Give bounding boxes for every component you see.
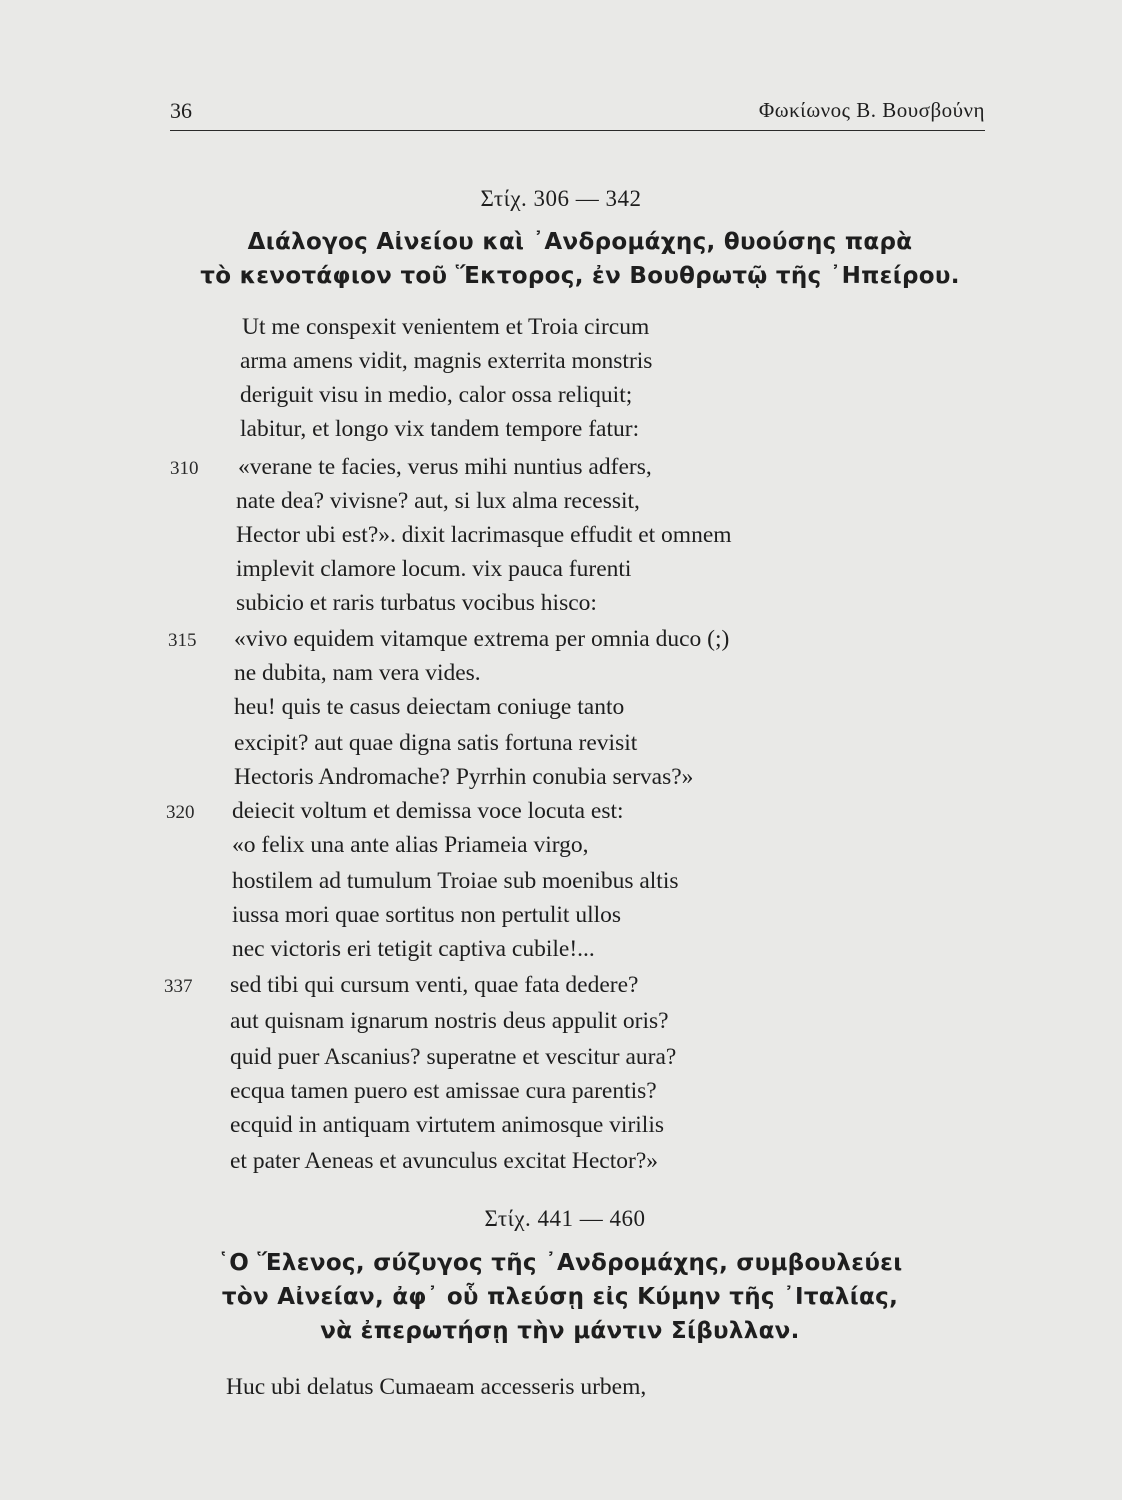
section-1-title [180,225,980,293]
verse-line: «o felix una ante alias Priameia virgo, [232,832,589,858]
verse-line: quid puer Ascanius? superatne et vescitur aura? [230,1044,677,1070]
line-number: 337 [164,976,193,997]
verse-line: «vivo equidem vitamque extrema per omnia duco (;) [234,626,730,652]
verse-line: sed tibi qui cursum venti, quae fata dedere? [230,972,639,998]
verse-line: subicio et raris turbatus vocibus hisco: [236,590,597,616]
verse-line: ecquid in antiquam virtutem animosque virilis [230,1112,665,1138]
line-number: 310 [170,458,199,479]
verse-line: iussa mori quae sortitus non pertulit ullos [232,902,622,928]
section-2-verse-reference: Στίχ. 441 — 460 [484,1206,646,1231]
verse-line: heu! quis te casus deiectam coniuge tanto [234,694,625,720]
verse-line: aut quisnam ignarum nostris deus appulit oris? [230,1008,669,1034]
verse-line: et pater Aeneas et avunculus excitat Hector?» [230,1148,659,1174]
verse-line: deriguit visu in medio, calor ossa reliquit; [240,382,633,408]
verse-line: nec victoris eri tetigit captiva cubile!... [232,936,595,962]
verse-line: nate dea? vivisne? aut, si lux alma recessit, [236,488,640,514]
verse-line: Hectoris Andromache? Pyrrhin conubia servas?» [234,764,694,790]
verse-line: Huc ubi delatus Cumaeam accesseris urbem, [226,1374,647,1400]
running-head [170,96,985,131]
line-number: 320 [166,802,195,823]
verse-line: deiecit voltum et demissa voce locuta est: [232,798,624,824]
section-2-title-line: ῾Ο Ἕλενος, σύζυγος τῆς ᾿Ανδρομάχης, συμβουλεύει [217,1250,903,1276]
verse-line: implevit clamore locum. vix pauca furenti [236,556,632,582]
verse-line: «verane te facies, verus mihi nuntius adfers, [238,454,652,480]
section-1-title-line: Διάλογος Αἰνείου καὶ ᾿Ανδρομάχης, θυούσης παρὰ [247,229,913,255]
running-title: Φωκίωνος Β. Βουσβούνη [758,98,985,122]
section-2-title-line: νὰ ἐπερωτήσῃ τὴν μάντιν Σίβυλλαν. [320,1318,800,1344]
verse-line: excipit? aut quae digna satis fortuna revisit [234,730,638,756]
verse-line: Ut me conspexit venientem et Troia circum [242,314,650,340]
verse-line: hostilem ad tumulum Troiae sub moenibus altis [232,868,679,894]
verse-line: arma amens vidit, magnis exterrita monstris [240,348,653,374]
section-1-title-line: τὸ κενοτάφιον τοῦ Ἕκτορος, ἐν Βουθρωτῷ τῆς ᾿Ηπείρου. [200,263,960,289]
verse-line: ne dubita, nam vera vides. [234,660,481,686]
section-1-verse-reference: Στίχ. 306 — 342 [480,186,642,211]
section-2-title [160,1246,960,1348]
page-number: 36 [170,98,192,123]
line-number: 315 [168,630,197,651]
verse-line: Hector ubi est?». dixit lacrimasque effudit et omnem [236,522,732,548]
section-2-title-line: τὸν Αἰνείαν, ἀφ᾿ οὗ πλεύσῃ εἰς Κύμην τῆς ᾿Ιταλίας, [221,1284,899,1310]
verse-line: ecqua tamen puero est amissae cura parentis? [230,1078,657,1104]
verse-line: labitur, et longo vix tandem tempore fatur: [240,416,640,442]
